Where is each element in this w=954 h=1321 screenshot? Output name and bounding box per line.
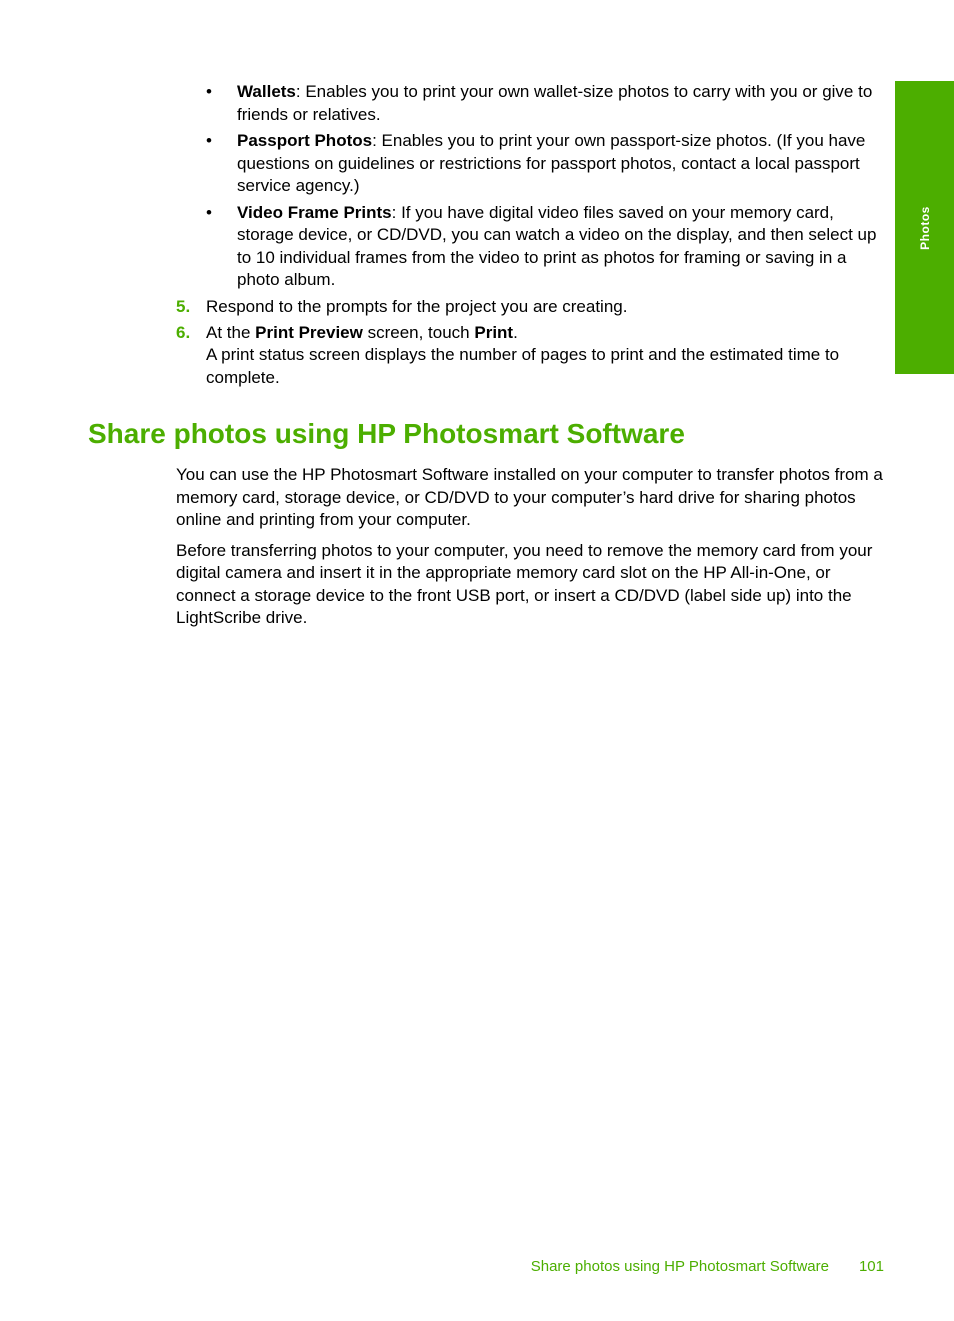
page-footer	[531, 1258, 884, 1275]
chapter-tab-label: Photos	[917, 205, 932, 250]
bullet-text: : If you have digital video files saved on your memory card, storage device, or CD/DVD, you can watch a video on the display, and then select up to 10 individual frames from the video to print as photos for framing or saving in a photo album.	[237, 202, 877, 289]
body-paragraph: Before transferring photos to your computer, you need to remove the memory card from your digital camera and insert it in the appropriate memory card slot on the HP All-in-One, or connect a storage device to the front USB port, or insert a CD/DVD (label side up) into the LightScribe drive.	[176, 540, 873, 627]
step-5	[176, 296, 886, 319]
feature-bullet-list	[206, 81, 886, 296]
bullet-text: : Enables you to print your own wallet-size photos to carry with you or give to friends or relatives.	[237, 82, 873, 124]
print-preview-term: Print Preview	[255, 322, 363, 342]
step-text: At the Print Preview screen, touch Print.	[206, 322, 518, 342]
step-note: A print status screen displays the number of pages to print and the estimated time to complete.	[206, 345, 840, 387]
bullet-term: Passport Photos	[237, 131, 373, 150]
bullet-term: Video Frame Prints	[237, 202, 392, 222]
list-item	[206, 81, 886, 126]
body-paragraph: You can use the HP Photosmart Software installed on your computer to transfer photos from a memory card, storage device, or CD/DVD to your computer’s hard drive for sharing photos online and printing from your computer.	[176, 465, 883, 529]
footer-title: Share photos using HP Photosmart Software	[530, 1258, 829, 1275]
list-item	[206, 202, 886, 292]
chapter-side-tab	[895, 81, 954, 374]
bullet-text: : Enables you to print your own passport-size photos. (If you have questions on guidelines or restrictions for passport photos, contact a local passport service agency.)	[237, 131, 866, 195]
numbered-steps	[176, 296, 886, 392]
step-number: 6.	[176, 322, 191, 342]
section-heading: Share photos using HP Photosmart Software	[88, 418, 685, 449]
section-body	[176, 464, 886, 638]
list-item	[206, 130, 886, 198]
step-6	[176, 322, 886, 390]
page-number: 101	[858, 1258, 884, 1275]
step-text: Respond to the prompts for the project you are creating.	[206, 297, 628, 316]
bullet-term: Wallets	[237, 82, 296, 101]
step-number: 5.	[176, 297, 191, 316]
print-term: Print	[474, 322, 514, 342]
